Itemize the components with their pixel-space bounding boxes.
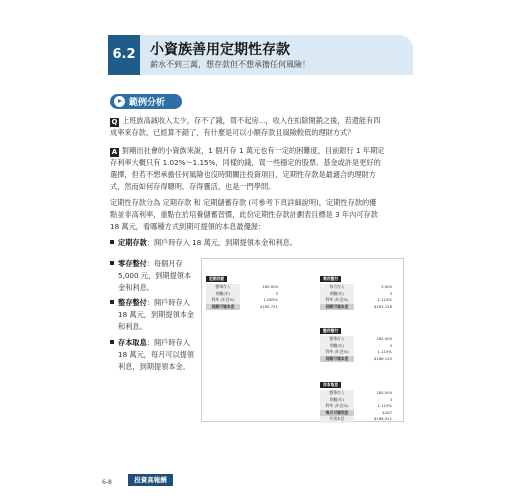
section-header <box>108 35 413 75</box>
answer-line: 對剛出社會的小資族來說，1 個月存 1 萬元也有一定的困難度，目前銀行 1 年期定 <box>122 146 385 155</box>
deposit-plan-tables <box>201 258 404 422</box>
table-row-total: 到期可領本息 $186,120 <box>320 356 394 363</box>
table-title: 存本取息 <box>320 382 341 388</box>
table-row: 整筆存入 180,000 <box>320 336 394 343</box>
table-row: 每月存入 5,000 <box>320 284 394 291</box>
answer-line: 選擇，但若不想承擔任何風險也沒時間關注投資項目，定期性存款是最適合的理財方 <box>110 170 376 179</box>
example-label: 範例分析 <box>129 98 166 108</box>
table-title: 定期存款 <box>206 276 227 282</box>
answer-line: 存利率大概只有 1.02%～1.15%，同樣的錢，買一些穩定的股票、基金或許是更好的 <box>110 158 381 167</box>
table-row: 整筆存入 180,000 <box>320 390 394 397</box>
table-row: 共領本息 $186,021 <box>320 416 394 423</box>
table-whole-deposit <box>320 317 394 362</box>
table-row: 期數(年) 3 <box>320 291 394 298</box>
bullet-square-icon <box>110 240 114 244</box>
bullet-fixed-deposit <box>110 237 410 249</box>
table-row: 期數(年) 3 <box>320 397 394 404</box>
item-lump-installment <box>110 258 200 294</box>
item-head: 零存整付 <box>118 259 147 268</box>
table-row: 期數(年) 3 <box>320 343 394 350</box>
intro-line: 定期性存款分為 定期存款 和 定期儲蓄存款 (可參考下頁詳細說明)，定期性存款的優 <box>110 198 377 207</box>
play-circle-icon <box>114 96 125 107</box>
item-line: ：每個月存 <box>146 259 183 268</box>
item-line: ：開戶時存入 <box>146 338 190 347</box>
bullet-square-icon <box>110 300 114 304</box>
page-number: 6-8 <box>102 479 112 486</box>
item-line: 金和利息。 <box>118 283 154 292</box>
item-line: 18 萬元，到期提領本金 <box>118 310 195 319</box>
question-line: 成率來存款，已經算不錯了，有什麼是可以小額存款且風險較低的理財方式？ <box>110 128 355 137</box>
item-line: 利息，到期提領本金。 <box>118 362 190 371</box>
table-interest-only <box>320 371 394 423</box>
table-row-total: 到期可領本息 $183,128 <box>320 304 394 311</box>
table-row: 利率 (年息%) 1.115% <box>320 403 394 410</box>
question-line: 上班族高誠收入太少，存不了錢，買不起房...，收入在扣除開銷之後，若還能有四 <box>122 116 381 125</box>
item-head: 存本取息 <box>118 338 147 347</box>
item-line: ：開戶時存入 <box>146 298 190 307</box>
table-row: 期數(年) 3 <box>206 291 280 298</box>
item-line: 18 萬元，每月可以提領 <box>118 350 195 359</box>
item-head: 整存整付 <box>118 298 147 307</box>
question-marker: Q <box>111 118 118 126</box>
section-subtitle: 薪水不到三萬，想存款但不想承擔任何風險！ <box>150 60 310 69</box>
intro-line: 18 萬元，看哪種方式到期可提領的本息最優渥： <box>110 222 266 231</box>
item-line: 和利息。 <box>118 322 147 331</box>
bullet-square-icon <box>110 261 114 265</box>
answer-line: 式，然而如何存得聰明、存得靈活，也是一門學問。 <box>110 182 276 191</box>
section-title: 小資族善用定期性存款 <box>150 42 290 58</box>
table-fixed-deposit <box>206 265 280 310</box>
book-title-tab: 投資高報酬 <box>128 474 173 486</box>
question-paragraph <box>110 115 410 139</box>
table-row: 整筆存入 180,000 <box>206 284 280 291</box>
item-whole-deposit <box>110 297 200 333</box>
section-title-band <box>140 35 413 75</box>
answer-paragraph <box>110 145 410 193</box>
example-analysis-pill <box>110 94 182 109</box>
table-title: 整存整付 <box>320 328 341 334</box>
table-row-total: 到期可領本息 $185,751 <box>206 304 280 311</box>
intro-line: 點並非高利率，重點在於培養儲蓄習慣，此份定期性存款計劃表目標是 3 年內可存款 <box>110 210 378 219</box>
table-lump-installment <box>320 265 394 310</box>
table-row: 利率 (年息%) 1.115% <box>320 297 394 304</box>
section-number: 6.2 <box>108 35 140 75</box>
item-interest-only <box>110 337 200 373</box>
intro-paragraph <box>110 197 410 233</box>
bullet-square-icon <box>110 340 114 344</box>
bullet-head: 定期存款 <box>118 238 147 247</box>
table-title: 零存整付 <box>320 276 341 282</box>
bullet-text: ：開戶時存入 18 萬元，到期提領本金和利息。 <box>146 238 298 247</box>
item-line: 5,000 元，到期提領本 <box>118 271 192 280</box>
answer-marker: A <box>111 148 118 156</box>
table-row: 利率 (年息%) 1.115% <box>320 349 394 356</box>
table-row: 利率 (年息%) 1.065% <box>206 297 280 304</box>
table-row-total: 每月可領利息 $167 <box>320 410 394 417</box>
